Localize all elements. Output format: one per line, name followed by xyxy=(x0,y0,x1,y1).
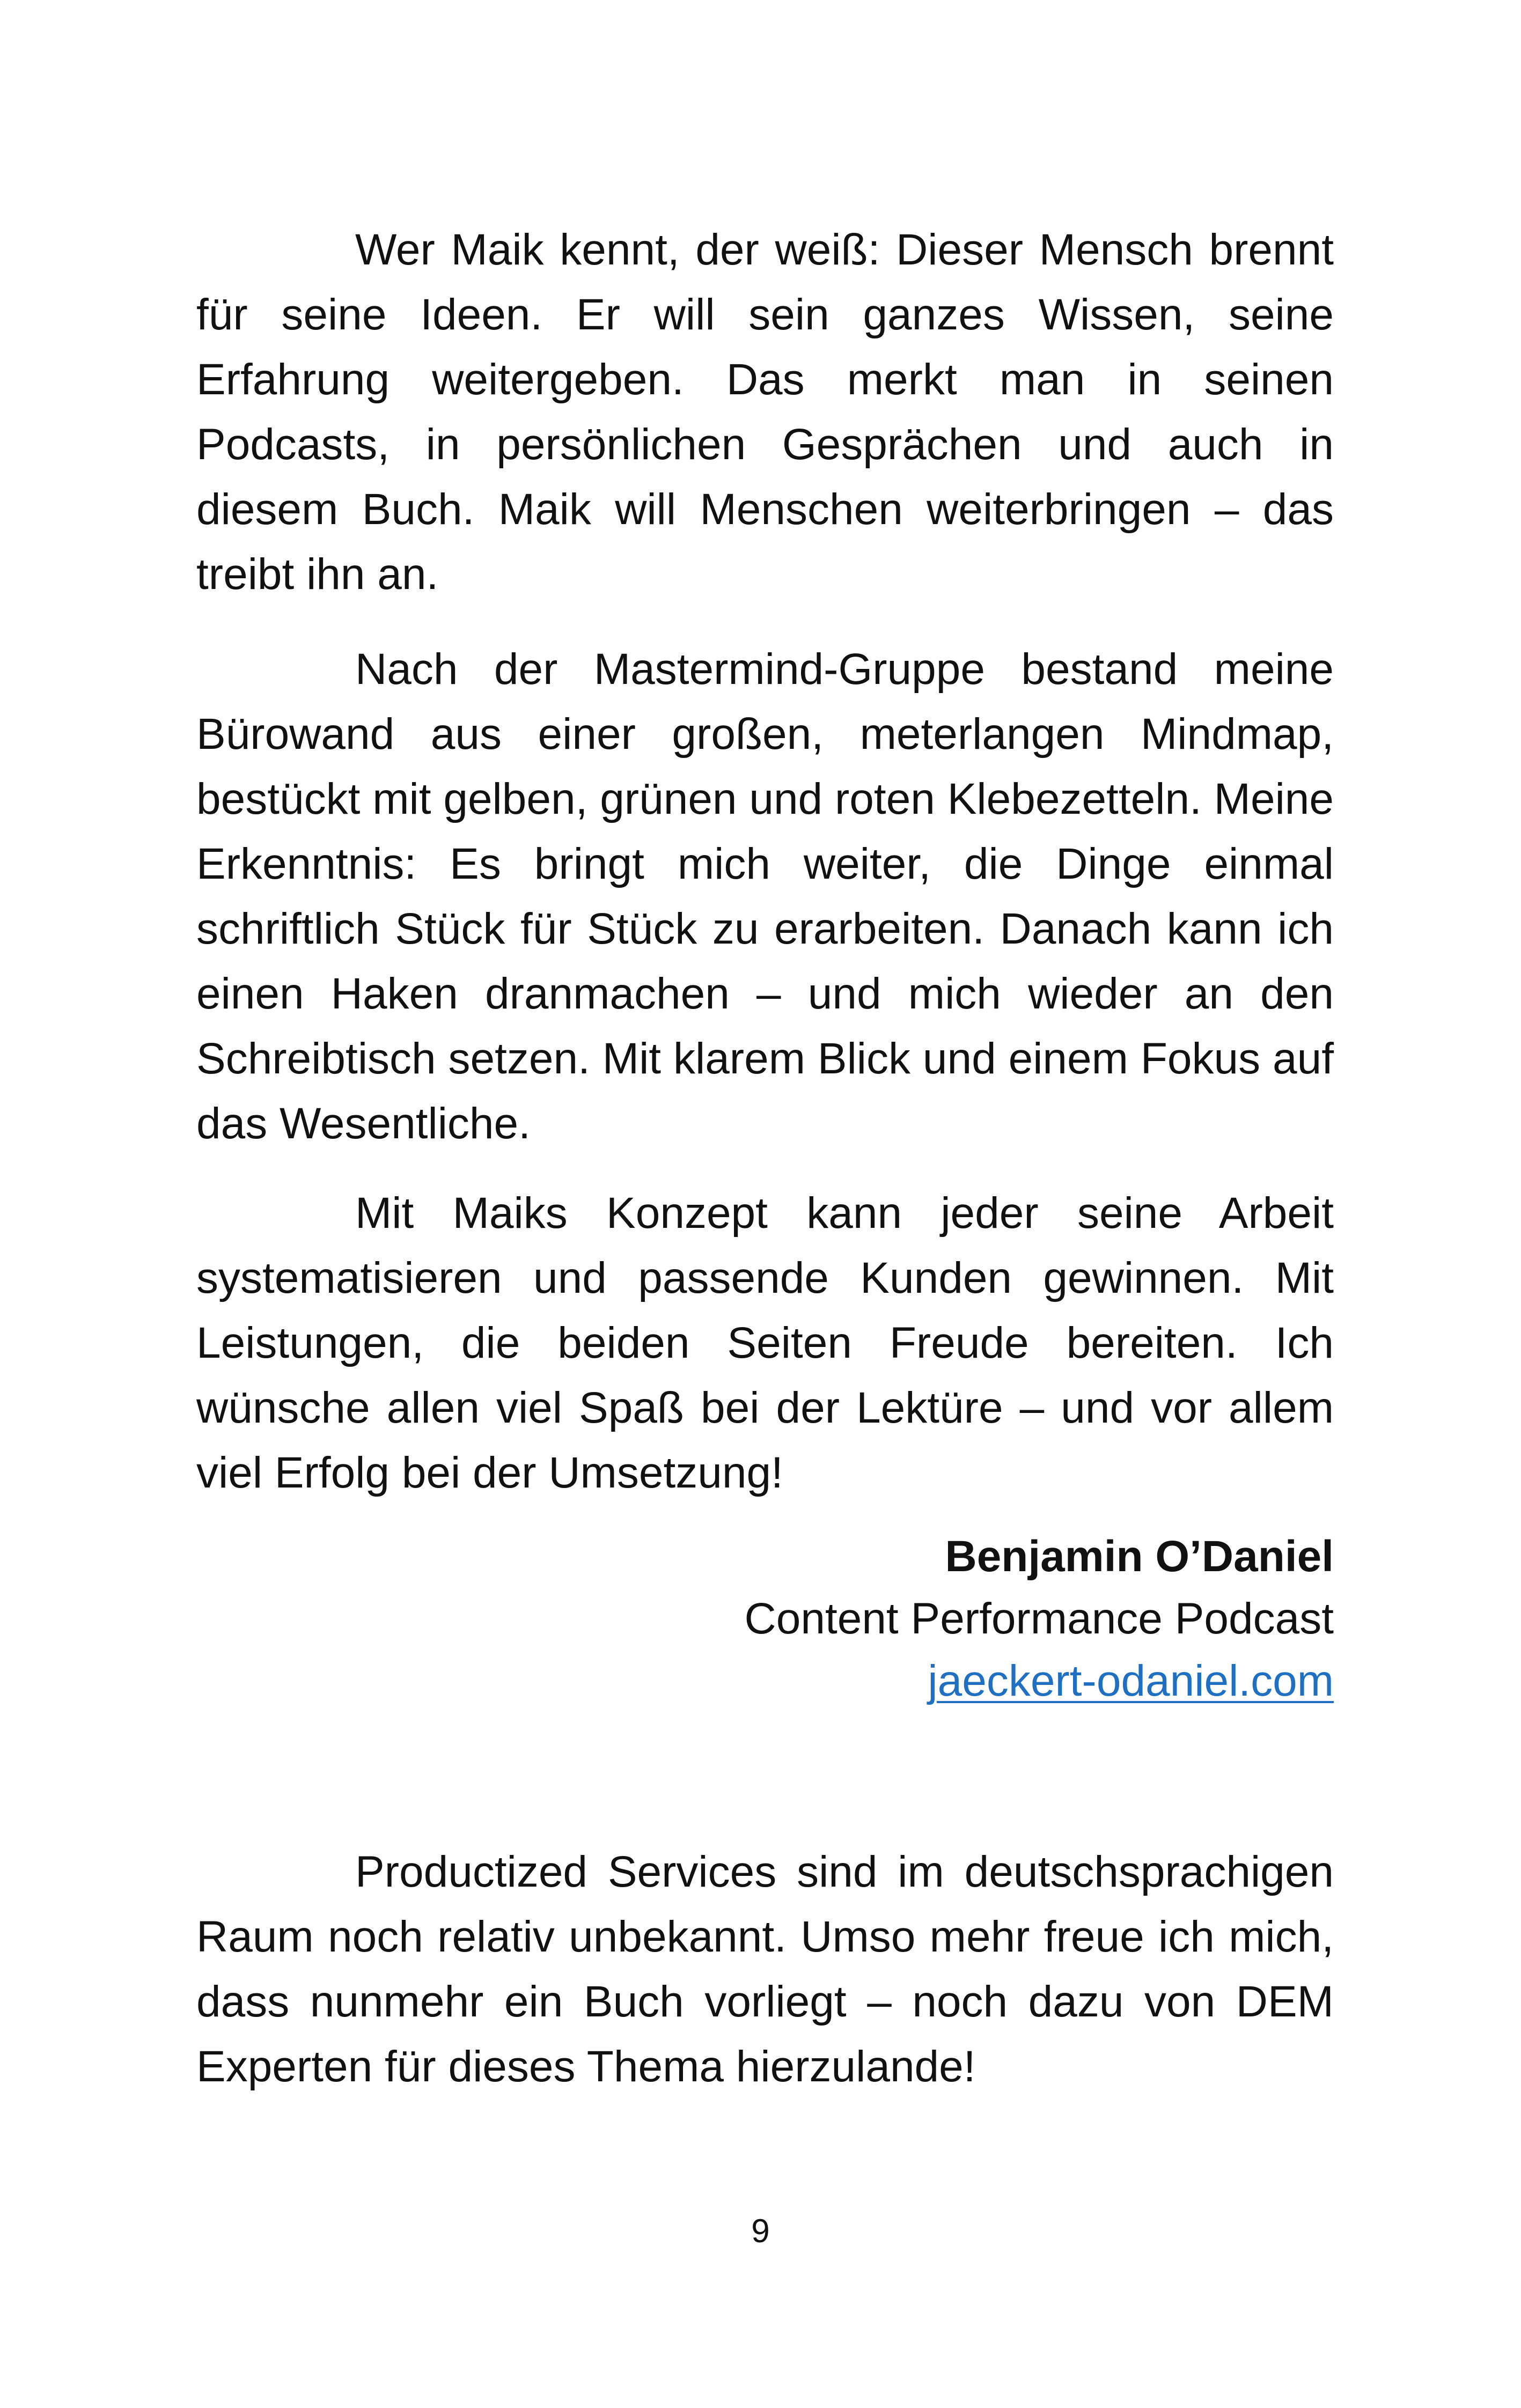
paragraph-concept: Mit Maiks Konzept kann jeder seine Arbeit systematisieren und passende Kunden gewinnen. Mit Leistungen, die beiden Seiten Freude bereiten. Ich wünsche allen viel Spaß bei der Lektüre – und vor allem viel Erfolg bei der Umsetzung! xyxy=(196,1189,1334,1497)
signature-website-line xyxy=(583,1650,1334,1712)
paragraph-maik-passion: Wer Maik kennt, der weiß: Dieser Mensch brennt für seine Ideen. Er will sein ganzes Wissen, seine Erfahrung weitergeben. Das merkt man in seinen Podcasts, in persönlichen Gesprächen und auch in diesem Buch. Maik will Menschen weiterbringen – das treibt ihn an. xyxy=(196,225,1334,599)
paragraph-mastermind: Nach der Mastermind-Gruppe bestand meine Bürowand aus einer großen, meterlangen Mindmap, bestückt mit gelben, grünen und roten Klebezetteln. Meine Erkenntnis: Es bringt mich weiter, die Dinge einmal schriftlich Stück für Stück zu erarbeiten. Danach kann ich einen Haken dranmachen – und mich wieder an den Schreibtisch setzen. Mit klarem Blick und einem Fokus auf das Wesentliche. xyxy=(196,645,1334,1148)
signature-role: Content Performance Podcast xyxy=(744,1594,1334,1643)
signature-name: Benjamin O’Daniel xyxy=(945,1532,1334,1581)
paragraph-productized-services: Productized Services sind im deutschsprachigen Raum noch relativ unbekannt. Umso mehr freue ich mich, dass nunmehr ein Buch vorliegt – noch dazu von DEM Experten für dieses Thema hierzulande! xyxy=(196,1847,1334,2091)
website-link[interactable]: jaeckert-odaniel.com xyxy=(928,1656,1334,1705)
page-number: 9 xyxy=(751,2213,770,2250)
